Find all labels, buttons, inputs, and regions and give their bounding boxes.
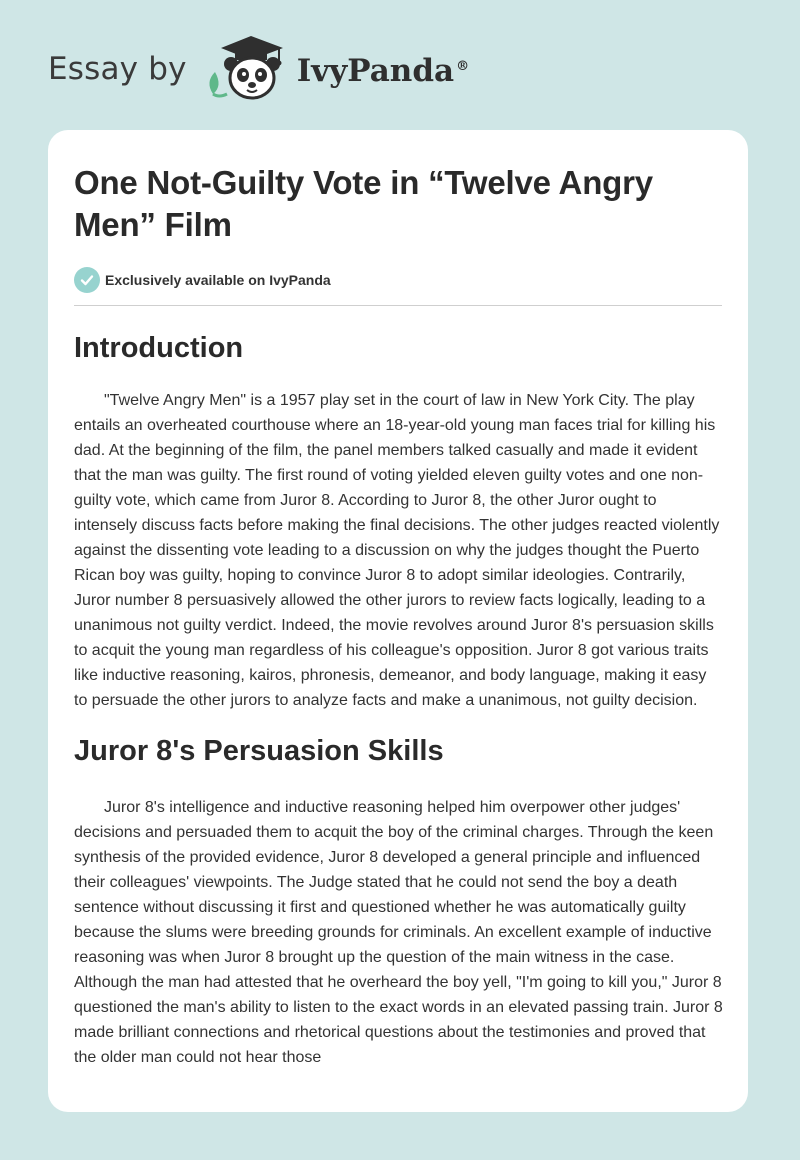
- section-paragraph-introduction: "Twelve Angry Men" is a 1957 play set in the court of law in New York City. The play entails an overheated courthouse where an 18-year-old young man faces trial for killing his dad. At the beginning of the film, the panel members talked casually and made it evident that the man was guilty. The first round of voting yielded eleven guilty votes and one non-guilty vote, which came from Juror 8. According to Juror 8, the other Juror ought to intensely discuss facts before making the final decisions. The other judges reacted violently against the dissenting vote leading to a discussion on why the judges thought the Puerto Rican boy was guilty, hoping to convince Juror 8 to adopt similar ideologies. Contrarily, Juror number 8 persuasively allowed the other jurors to review facts logically, leading to a unanimous not guilty verdict. Indeed, the movie revolves around Juror 8's persuasion skills to acquit the young man regardless of his colleague's opposition. Juror 8 got various traits like inductive reasoning, kairos, phronesis, demeanor, and body language, making it easy to persuade the other jurors to analyze facts and make a unanimous, not guilty decision.: [74, 392, 720, 709]
- exclusive-badge: [74, 267, 722, 293]
- essay-by-label: Essay by: [48, 51, 187, 87]
- section-paragraph-persuasion-skills: Juror 8's intelligence and inductive reasoning helped him overpower other judges' decisions and persuaded them to acquit the boy of the criminal charges. Through the keen synthesis of the provided evidence, Juror 8 developed a general principle and influenced their colleagues' viewpoints. The Judge stated that he could not send the boy a death sentence without discussing it first and questioned whether he was automatically guilty because the slums were breeding grounds for criminals. An excellent example of inductive reasoning was when Juror 8 brought up the question of the main witness in the case. Although the man had attested that he overheard the boy yell, "I'm going to kill you," Juror 8 questioned the man's ability to listen to the exact words in an elevated passing train. Juror 8 made brilliant connections and rhetorical questions about the testimonies and proved that the older man could not hear those: [74, 799, 723, 1066]
- section-heading-introduction: Introduction: [74, 332, 244, 364]
- trademark-symbol: ®: [456, 58, 470, 74]
- checkmark-icon: [74, 267, 100, 293]
- brand-name: IvyPanda ®: [296, 53, 470, 89]
- site-header: [0, 0, 800, 130]
- exclusive-badge-label: Exclusively available on IvyPanda: [105, 272, 331, 288]
- page-title: One Not-Guilty Vote in “Twelve Angry Men” Film: [74, 164, 653, 243]
- panda-graduate-icon: [201, 28, 293, 104]
- essay-card: [48, 130, 748, 1112]
- brand-logo-link[interactable]: [48, 34, 469, 104]
- divider: [74, 305, 722, 306]
- section-heading-persuasion-skills: Juror 8's Persuasion Skills: [74, 735, 444, 767]
